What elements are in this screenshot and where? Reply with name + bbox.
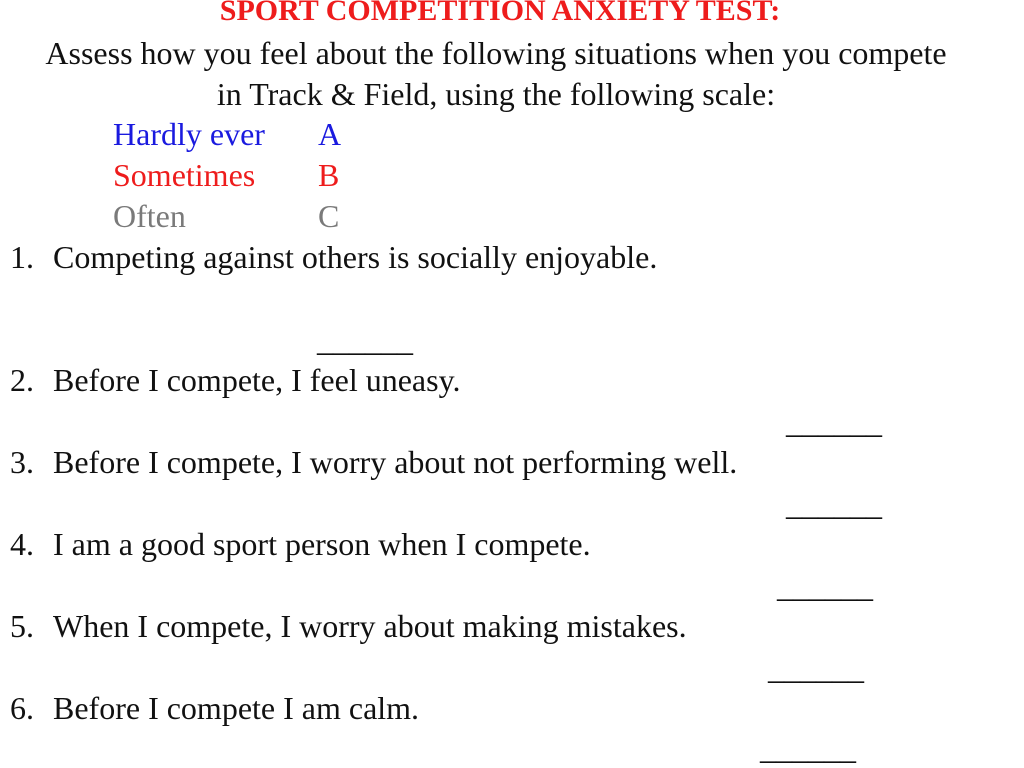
scale-label: Sometimes	[113, 157, 256, 193]
instructions-line-2: in Track & Field, using the following scale:	[216, 76, 776, 112]
instructions-line-1: Assess how you feel about the following situations when you compete	[45, 35, 947, 71]
question-text: Before I compete, I feel uneasy.	[53, 362, 461, 398]
question-number: 3.	[10, 444, 34, 480]
question-text: I am a good sport person when I compete.	[53, 526, 591, 562]
question-text: Competing against others is socially enjoyable.	[53, 239, 658, 275]
answer-blank-3[interactable]: ______	[786, 486, 882, 522]
question-3	[10, 442, 737, 482]
question-6	[10, 688, 419, 728]
question-number: 5.	[10, 608, 34, 644]
question-number: 4.	[10, 526, 34, 562]
page-title: SPORT COMPETITION ANXIETY TEST:	[219, 0, 781, 27]
question-text: Before I compete I am calm.	[53, 690, 420, 726]
scale-label: Often	[113, 198, 186, 234]
scale-letter: A	[318, 116, 342, 152]
answer-blank-5[interactable]: ______	[768, 650, 864, 686]
question-2	[10, 360, 461, 400]
answer-blank-4[interactable]: ______	[777, 568, 873, 604]
answer-blank-2[interactable]: ______	[786, 404, 882, 440]
question-4	[10, 524, 591, 564]
question-text: Before I compete, I worry about not performing well.	[53, 444, 738, 480]
question-1	[10, 237, 657, 277]
scale-letter: C	[318, 198, 340, 234]
question-number: 1.	[10, 239, 34, 275]
question-number: 6.	[10, 690, 34, 726]
answer-blank-6[interactable]: ______	[760, 730, 856, 766]
answer-blank-1[interactable]: ______	[317, 322, 413, 358]
question-number: 2.	[10, 362, 34, 398]
scale-letter: B	[318, 157, 340, 193]
scale-label: Hardly ever	[113, 116, 265, 152]
question-text: When I compete, I worry about making mistakes.	[53, 608, 687, 644]
question-5	[10, 606, 687, 646]
